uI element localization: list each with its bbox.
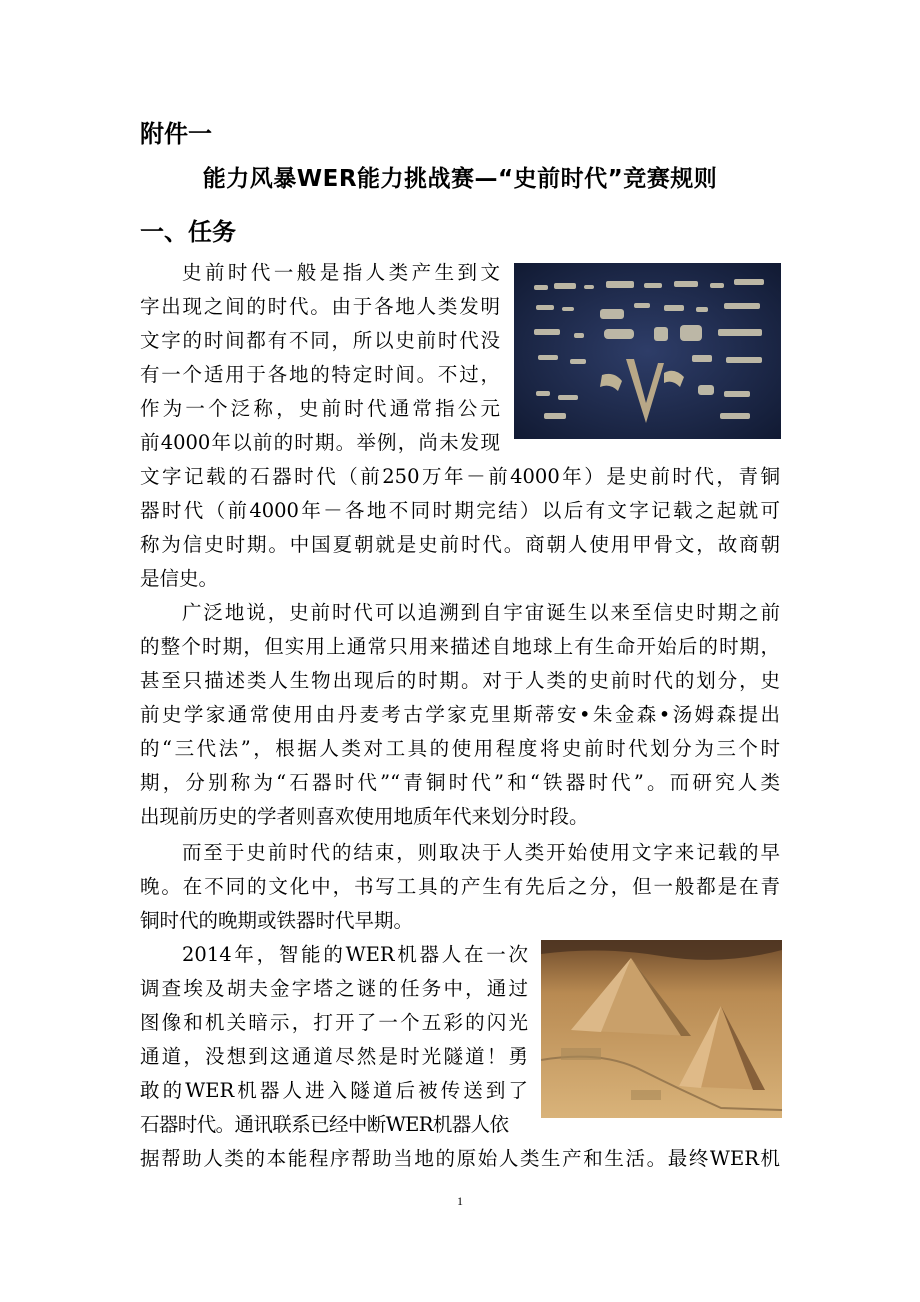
paragraph-line: 器时代（前4000年－各地不同时期完结）以后有文字记载之起就可 xyxy=(140,499,780,522)
paragraph-line: 是信史。 xyxy=(140,567,219,590)
paragraph-line: 前史学家通常使用由丹麦考古学家克里斯蒂安•朱金森•汤姆森提出 xyxy=(140,703,780,726)
paragraph-line: 甚至只描述类人生物出现后的时期。对于人类的史前时代的划分，史 xyxy=(140,669,780,692)
paragraph-line: 调查埃及胡夫金字塔之谜的任务中，通过 xyxy=(140,977,528,1000)
paragraph-line: 文字记载的石器时代（前250万年－前4000年）是史前时代，青铜 xyxy=(140,465,780,488)
paragraph-line: 史前时代一般是指人类产生到文 xyxy=(182,261,500,284)
prehistoric-bones-photo xyxy=(514,263,781,439)
paragraph-line: 有一个适用于各地的特定时间。不过， xyxy=(140,363,500,386)
paragraph-line: 晚。在不同的文化中，书写工具的产生有先后之分，但一般都是在青 xyxy=(140,875,780,898)
paragraph-line: 广泛地说，史前时代可以追溯到自宇宙诞生以来至信史时期之前 xyxy=(182,601,780,624)
document-title: 能力风暴WER能力挑战赛—“史前时代”竞赛规则 xyxy=(202,166,718,192)
paragraph-line: 2014年，智能的WER机器人在一次 xyxy=(182,943,528,966)
paragraph-line: 期，分别称为“石器时代”“青铜时代”和“铁器时代”。而研究人类 xyxy=(140,771,780,794)
paragraph-line: 的“三代法”，根据人类对工具的使用程度将史前时代划分为三个时 xyxy=(140,737,780,760)
paragraph-line: 通道，没想到这通道尽然是时光隧道！勇 xyxy=(140,1045,528,1068)
paragraph-line: 据帮助人类的本能程序帮助当地的原始人类生产和生活。最终WER机 xyxy=(140,1147,780,1170)
attachment-label: 附件一 xyxy=(140,120,212,148)
paragraph-line: 图像和机关暗示，打开了一个五彩的闪光 xyxy=(140,1011,528,1034)
paragraph-line: 字出现之间的时代。由于各地人类发明 xyxy=(140,295,500,318)
paragraph-line: 的整个时期，但实用上通常只用来描述自地球上有生命开始后的时期， xyxy=(140,635,780,658)
paragraph-line: 文字的时间都有不同，所以史前时代没 xyxy=(140,329,500,352)
paragraph-line: 称为信史时期。中国夏朝就是史前时代。商朝人使用甲骨文，故商朝 xyxy=(140,533,780,556)
paragraph-line: 前4000年以前的时期。举例，尚未发现 xyxy=(140,431,500,454)
paragraph-line: 铜时代的晚期或铁器时代早期。 xyxy=(140,909,414,932)
paragraph-line: 石器时代。通讯联系已经中断WER机器人依 xyxy=(140,1113,509,1136)
paragraph-line: 而至于史前时代的结束，则取决于人类开始使用文字来记载的早 xyxy=(182,841,780,864)
pyramids-photo xyxy=(541,940,782,1118)
paragraph-line: 作为一个泛称，史前时代通常指公元 xyxy=(140,397,500,420)
section-heading: 一、任务 xyxy=(140,218,236,246)
paragraph-line: 出现前历史的学者则喜欢使用地质年代来划分时段。 xyxy=(140,805,589,828)
page-number: 1 xyxy=(457,1194,463,1208)
paragraph-line: 敢的WER机器人进入隧道后被传送到了 xyxy=(140,1079,528,1102)
